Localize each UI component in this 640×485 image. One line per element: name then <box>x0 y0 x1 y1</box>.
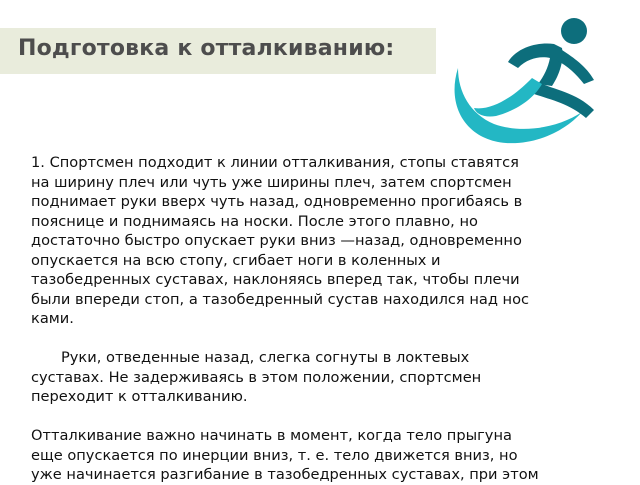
paragraph-3: Отталкивание важно начинать в момент, когда тело прыгуна еще опускается по инерции вниз, т. е. тело движется вниз, но уже начинается разгибание в тазобедренных суставах, при этом <box>31 427 539 483</box>
athlete-front-leg <box>534 82 594 118</box>
athlete-arm <box>556 50 594 84</box>
paragraph-2: Руки, отведенные назад, слегка согнуты в локтевых суставах. Не задерживаясь в этом положении, спортсмен переходит к отталкиванию. <box>31 349 482 405</box>
page-title: Подготовка к отталкиванию: <box>18 36 395 61</box>
body-text <box>31 153 591 485</box>
running-athlete-icon <box>444 6 620 146</box>
athlete-back-leg <box>474 78 542 117</box>
athlete-torso <box>508 44 563 86</box>
paragraph-1: 1. Спортсмен подходит к линии отталкивания, стопы ставятся на ширину плеч или чуть уже ширины плеч, затем спортсмен поднимает руки вверх чуть назад, одновременно прогибаясь в пояснице и поднимаясь на носки. После этого плавно, но достаточно быстро опускает руки вниз —назад, одновременно опускается на всю стопу, сгибает ноги в коленных и тазобедренных суставах, наклоняясь вперед так, чтобы плечи были впереди стоп, а тазобедренный сустав находился над нос ками. <box>31 154 530 327</box>
athlete-head <box>561 18 587 44</box>
